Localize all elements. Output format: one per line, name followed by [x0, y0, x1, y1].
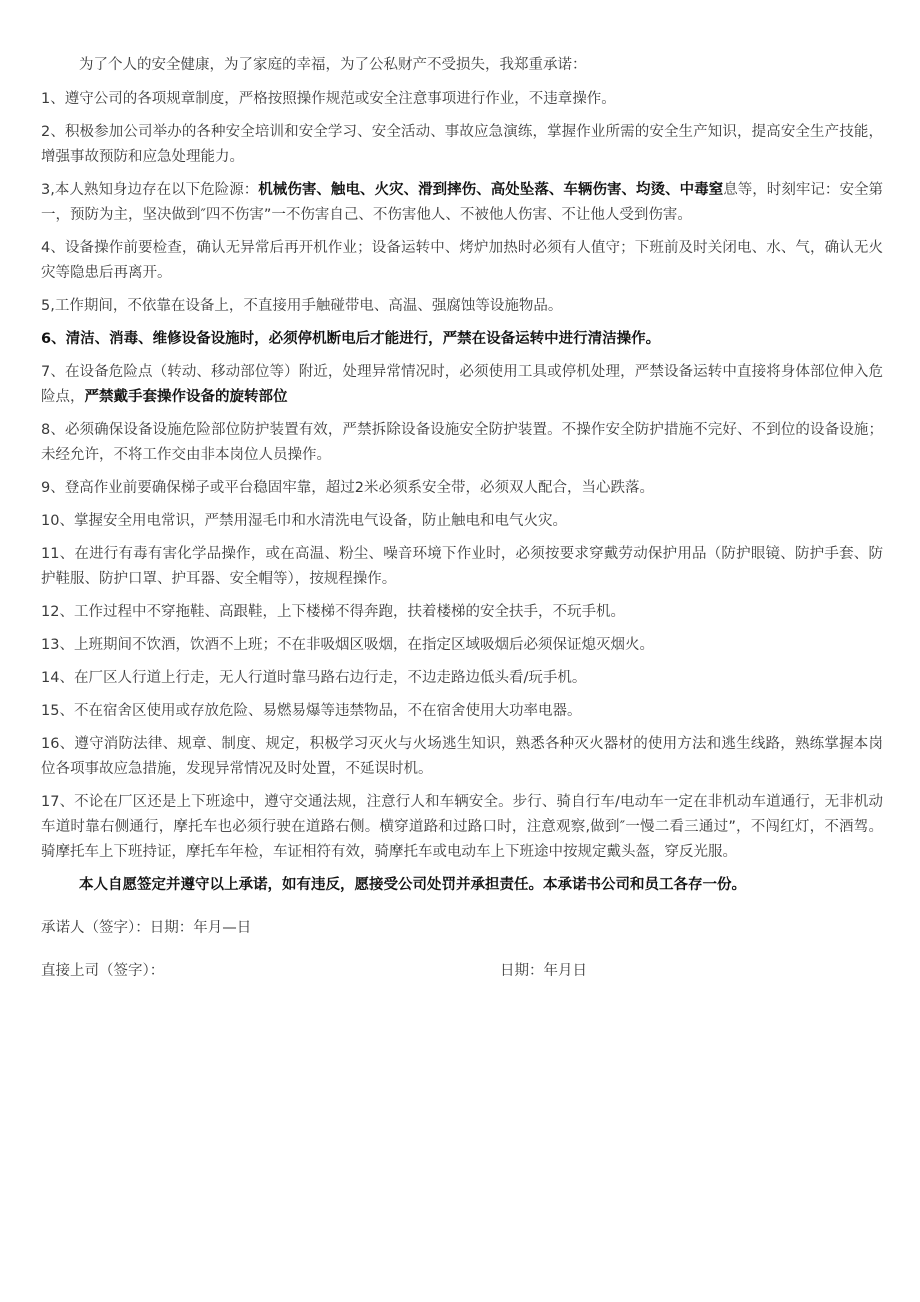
supervisor-signature-line: [41, 959, 883, 984]
commitment-item-8: 8、必须确保设备设施危险部位防护装置有效，严禁拆除设备设施安全防护装置。不操作安全防护措施不完好、不到位的设备设施；未经允许，不将工作交由非本岗位人员操作。: [41, 422, 883, 463]
item-3-hazard-list: 机械伤害、触电、火灾、滑到摔伤、高处坠落、车辆伤害、均烫、中毒窒: [258, 182, 724, 198]
item-3-suffix: 息等，时刻牢记：安全第一，预防为主，坚决做到″四不伤害”一不伤害自己、不伤害他人、不被他人伤害、不让他人受到伤害。: [41, 182, 884, 223]
item-3-prefix: 3,本人熟知身边存在以下危险源：: [41, 182, 259, 198]
commitment-item-13: 13、上班期间不饮酒，饮酒不上班；不在非吸烟区吸烟，在指定区域吸烟后必须保证熄灭烟火。: [41, 637, 654, 653]
commitment-item-5: 5,工作期间，不依靠在设备上，不直接用手触碰带电、高温、强腐蚀等设施物品。: [41, 298, 563, 314]
commitment-item-1: 1、遵守公司的各项规章制度，严格按照操作规范或安全注意事项进行作业，不违章操作。: [41, 91, 616, 107]
commitment-item-7: [41, 360, 883, 410]
commitment-item-16: 16、遵守消防法律、规章、制度、规定，积极学习灭火与火场逃生知识，熟悉各种灭火器材的使用方法和逃生线路，熟练掌握本岗位各项事故应急措施，发现异常情况及时处置，不延误时机。: [41, 736, 883, 777]
commitment-item-12: 12、工作过程中不穿拖鞋、高跟鞋，上下楼梯不得奔跑，扶着楼梯的安全扶手，不玩手机。: [41, 604, 625, 620]
commitment-item-10: 10、掌握安全用电常识，严禁用湿毛巾和水清洗电气设备，防止触电和电气火灾。: [41, 513, 567, 529]
item-7-prefix: 7、在设备危险点（转动、移动部位等）附近，处理异常情况时，必须使用工具或停机处理，严禁设备运转中直接将身体部位伸入危险点，: [41, 364, 883, 405]
supervisor-date-label: 日期：年月日: [500, 963, 587, 979]
commitment-item-9: 9、登高作业前要确保梯子或平台稳固牢靠，超过2米必须系安全带，必须双人配合，当心跌落。: [41, 480, 654, 496]
commitment-document: [41, 53, 883, 984]
commitment-item-6: 6、清洁、消毒、维修设备设施时，必须停机断电后才能进行，严禁在设备运转中进行清洁操作。: [41, 331, 661, 347]
commitment-item-15: 15、不在宿舍区使用或存放危险、易燃易爆等违禁物品，不在宿舍使用大功率电器。: [41, 703, 582, 719]
closing-statement: 本人自愿签定并遵守以上承诺，如有违反，愿接受公司处罚并承担责任。本承诺书公司和员工各存一份。: [79, 877, 746, 893]
item-7-emphasis: 严禁戴手套操作设备的旋转部位: [84, 389, 288, 405]
commitment-item-17: 17、不论在厂区还是上下班途中，遵守交通法规，注意行人和车辆安全。步行、骑自行车/电动车一定在非机动车道通行，无非机动车道时靠右侧通行，摩托车也必须行驶在道路右侧。横穿道路和过路口时，注意观察,做到″一慢二看三通过”，不闯红灯，不酒驾。骑摩托车上下班持证，摩托车年检，车证相符有效，骑摩托车或电动车上下班途中按规定戴头盔，穿反光服。: [41, 794, 883, 860]
commitment-item-14: 14、在厂区人行道上行走，无人行道时靠马路右边行走，不边走路边低头看/玩手机。: [41, 670, 587, 686]
intro-paragraph: 为了个人的安全健康，为了家庭的幸福，为了公私财产不受损失，我郑重承诺：: [79, 57, 587, 73]
commitment-item-3: [41, 178, 883, 228]
supervisor-signature-label: 直接上司（签字）：: [41, 963, 165, 979]
commitment-item-4: 4、设备操作前要检查，确认无异常后再开机作业；设备运转中、烤炉加热时必须有人值守；下班前及时关闭电、水、气，确认无火灾等隐患后再离开。: [41, 240, 883, 281]
promisor-signature-line: [41, 916, 883, 941]
commitment-item-2: 2、积极参加公司举办的各种安全培训和安全学习、安全活动、事故应急演练，掌握作业所需的安全生产知识，提高安全生产技能，增强事故预防和应急处理能力。: [41, 124, 883, 165]
promisor-signature-label: 承诺人（签字）：日期：年月—日: [41, 920, 252, 936]
commitment-item-11: 11、在进行有毒有害化学品操作，或在高温、粉尘、噪音环境下作业时，必须按要求穿戴劳动保护用品（防护眼镜、防护手套、防护鞋服、防护口罩、护耳器、安全帽等），按规程操作。: [41, 546, 883, 587]
